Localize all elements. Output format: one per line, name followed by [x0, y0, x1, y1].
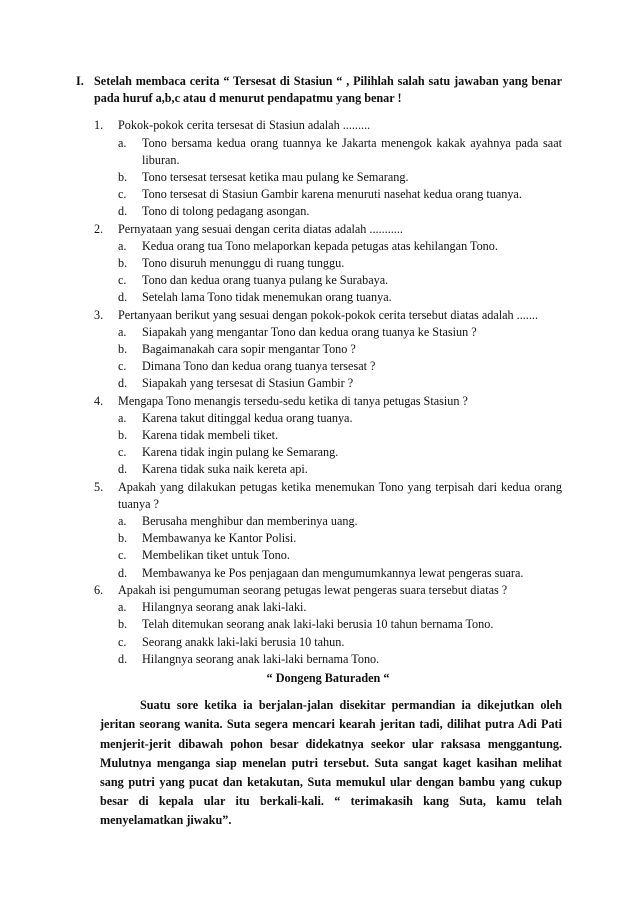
option-letter: a.: [118, 514, 127, 529]
story-body: Suatu sore ketika ia berjalan-jalan disekitar permandian ia dikejutkan oleh jeritan seorang wanita. Suta segera mencari kearah jeritan tadi, dilihat putra Adi Pati menjerit-jerit dibawah pohon besar didekatnya seekor ular raksasa menggantung. Mulutnya menganga siap menelan putri tersebut. Suta sangat kaget kasihan melihat sang putri yang pucat dan ketakutan, Suta memukul ular dengan bambu yang cukup besar di kepala ular itu berkali-kali. “ terimakasih kang Suta, kamu telah menyelamatkan jiwaku”.: [100, 698, 562, 828]
question-body: [118, 582, 562, 668]
question-text: Mengapa Tono menangis tersedu-sedu ketika di tanya petugas Stasiun ?: [118, 393, 468, 408]
question-number: 3.: [94, 307, 104, 322]
option-list: [118, 324, 562, 393]
story-title: “ Dongeng Baturaden “: [266, 670, 390, 685]
answer-option[interactable]: [118, 255, 562, 272]
question-body: [118, 117, 562, 220]
option-letter: a.: [118, 600, 127, 615]
answer-option[interactable]: [118, 565, 562, 582]
option-letter: a.: [118, 410, 127, 425]
option-letter: d.: [118, 565, 128, 580]
answer-option[interactable]: [118, 616, 562, 633]
option-text: Setelah lama Tono tidak menemukan orang tuanya.: [142, 290, 392, 305]
option-letter: c.: [118, 273, 127, 288]
answer-option[interactable]: [118, 272, 562, 289]
option-text: Tono dan kedua orang tuanya pulang ke Surabaya.: [142, 273, 389, 288]
question-body: [118, 393, 562, 479]
option-text: Tono di tolong pedagang asongan.: [142, 204, 310, 219]
answer-option[interactable]: [118, 186, 562, 203]
option-text: Tono disuruh menunggu di ruang tunggu.: [142, 256, 345, 271]
answer-option[interactable]: [118, 358, 562, 375]
option-text: Siapakah yang tersesat di Stasiun Gambir ?: [142, 376, 354, 391]
option-letter: d.: [118, 462, 128, 477]
option-text: Siapakah yang mengantar Tono dan kedua orang tuanya ke Stasiun ?: [142, 324, 477, 339]
option-letter: d.: [118, 651, 128, 666]
answer-option[interactable]: [118, 289, 562, 306]
question-item: [94, 117, 562, 220]
option-letter: b.: [118, 428, 128, 443]
answer-option[interactable]: [118, 169, 562, 186]
option-text: Bagaimanakah cara sopir mengantar Tono ?: [142, 342, 356, 357]
option-text: Tono bersama kedua orang tuannya ke Jakarta menengok kakak ayahnya pada saat liburan.: [142, 135, 562, 167]
option-text: Karena tidak ingin pulang ke Semarang.: [142, 445, 339, 460]
answer-option[interactable]: [118, 599, 562, 616]
question-body: [118, 479, 562, 582]
question-item: [94, 479, 562, 582]
question-text: Apakah isi pengumuman seorang petugas lewat pengeras suara tersebut diatas ?: [118, 582, 508, 597]
question-number: 1.: [94, 118, 104, 133]
question-text: Pernyataan yang sesuai dengan cerita diatas adalah ...........: [118, 221, 403, 236]
exercise-section: [76, 73, 562, 831]
question-text: Pertanyaan berikut yang sesuai dengan pokok-pokok cerita tersebut diatas adalah .......: [118, 307, 538, 322]
option-letter: c.: [118, 634, 127, 649]
answer-option[interactable]: [118, 513, 562, 530]
answer-option[interactable]: [118, 651, 562, 668]
option-letter: b.: [118, 170, 128, 185]
option-text: Dimana Tono dan kedua orang tuanya tersesat ?: [142, 359, 376, 374]
option-text: Hilangnya seorang anak laki-laki.: [142, 600, 307, 615]
option-text: Membelikan tiket untuk Tono.: [142, 548, 290, 563]
answer-option[interactable]: [118, 375, 562, 392]
option-letter: a.: [118, 238, 127, 253]
answer-option[interactable]: [118, 530, 562, 547]
question-text: Pokok-pokok cerita tersesat di Stasiun adalah .........: [118, 118, 371, 133]
option-text: Karena tidak membeli tiket.: [142, 428, 279, 443]
question-number: 4.: [94, 393, 104, 408]
option-letter: c.: [118, 445, 127, 460]
answer-option[interactable]: [118, 547, 562, 564]
question-body: [118, 221, 562, 307]
question-number: 6.: [94, 582, 104, 597]
option-list: [118, 513, 562, 582]
option-letter: c.: [118, 187, 127, 202]
section-instruction-text: Setelah membaca cerita “ Tersesat di Stasiun “ , Pilihlah salah satu jawaban yang benar pada huruf a,b,c atau d menurut pendapatmu yang benar !: [94, 74, 562, 106]
answer-option[interactable]: [118, 444, 562, 461]
question-number: 5.: [94, 479, 104, 494]
option-letter: d.: [118, 376, 128, 391]
answer-option[interactable]: [118, 410, 562, 427]
answer-option[interactable]: [118, 341, 562, 358]
option-text: Karena takut ditinggal kedua orang tuanya.: [142, 410, 353, 425]
option-list: [118, 135, 562, 221]
option-letter: a.: [118, 135, 127, 150]
section-instruction: [76, 73, 562, 107]
question-item: [94, 307, 562, 393]
option-letter: c.: [118, 548, 127, 563]
option-text: Karena tidak suka naik kereta api.: [142, 462, 308, 477]
option-letter: d.: [118, 290, 128, 305]
answer-option[interactable]: [118, 427, 562, 444]
answer-option[interactable]: [118, 135, 562, 169]
question-body: [118, 307, 562, 393]
option-text: Berusaha menghibur dan memberinya uang.: [142, 514, 358, 529]
option-text: Hilangnya seorang anak laki-laki bernama Tono.: [142, 651, 380, 666]
option-letter: d.: [118, 204, 128, 219]
answer-option[interactable]: [118, 324, 562, 341]
option-list: [118, 238, 562, 307]
option-text: Seorang anakk laki-laki berusia 10 tahun.: [142, 634, 345, 649]
question-list: [76, 117, 562, 668]
answer-option[interactable]: [118, 461, 562, 478]
option-text: Tono tersesat tersesat ketika mau pulang ke Semarang.: [142, 170, 409, 185]
option-letter: b.: [118, 617, 128, 632]
question-text: Apakah yang dilakukan petugas ketika menemukan Tono yang terpisah dari kedua orang tuanya ?: [118, 479, 562, 511]
option-list: [118, 410, 562, 479]
option-letter: b.: [118, 256, 128, 271]
question-item: [94, 221, 562, 307]
answer-option[interactable]: [118, 634, 562, 651]
option-letter: b.: [118, 531, 128, 546]
option-text: Tono tersesat di Stasiun Gambir karena menuruti nasehat kedua orang tuanya.: [142, 187, 522, 202]
option-text: Kedua orang tua Tono melaporkan kepada petugas atas kehilangan Tono.: [142, 238, 498, 253]
question-number: 2.: [94, 221, 104, 236]
option-text: Membawanya ke Pos penjagaan dan mengumumkannya lewat pengeras suara.: [142, 565, 524, 580]
question-item: [94, 582, 562, 668]
question-item: [94, 393, 562, 479]
option-text: Membawanya ke Kantor Polisi.: [142, 531, 297, 546]
option-letter: b.: [118, 342, 128, 357]
option-text: Telah ditemukan seorang anak laki-laki berusia 10 tahun bernama Tono.: [142, 617, 494, 632]
option-list: [118, 599, 562, 668]
section-number: I.: [76, 74, 84, 88]
answer-option[interactable]: [118, 203, 562, 220]
option-letter: c.: [118, 359, 127, 374]
answer-option[interactable]: [118, 238, 562, 255]
option-letter: a.: [118, 324, 127, 339]
